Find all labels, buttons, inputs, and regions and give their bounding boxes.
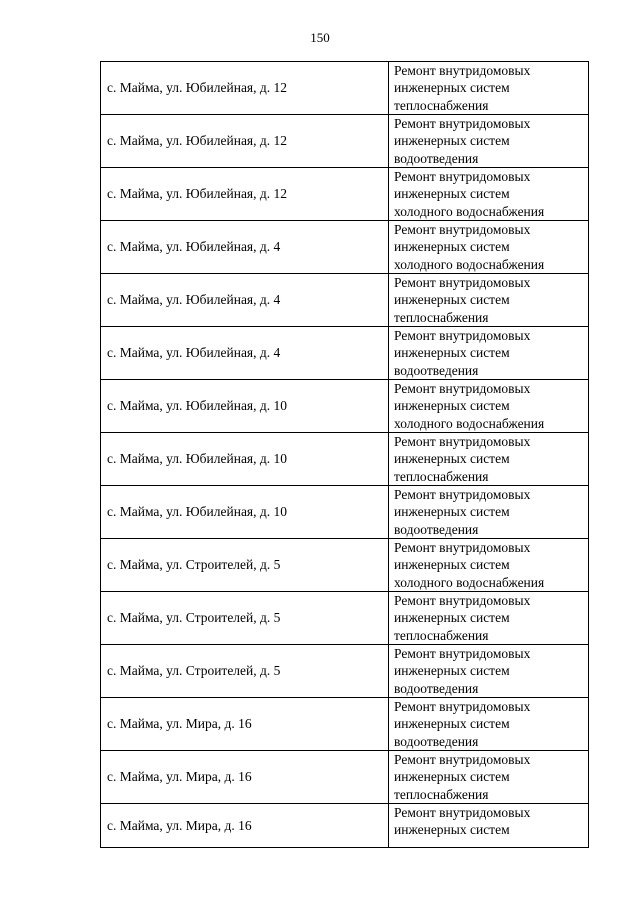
work-type-cell: Ремонт внутридомовых инженерных систем холодного водоснабжения xyxy=(389,380,589,433)
work-type-cell: Ремонт внутридомовых инженерных систем теплоснабжения xyxy=(389,62,589,115)
work-type-cell: Ремонт внутридомовых инженерных систем теплоснабжения xyxy=(389,433,589,486)
work-type-cell: Ремонт внутридомовых инженерных систем теплоснабжения xyxy=(389,274,589,327)
address-cell: с. Майма, ул. Мира, д. 16 xyxy=(101,804,389,848)
address-cell: с. Майма, ул. Юбилейная, д. 4 xyxy=(101,274,389,327)
address-cell: с. Майма, ул. Юбилейная, д. 4 xyxy=(101,327,389,380)
address-cell: с. Майма, ул. Строителей, д. 5 xyxy=(101,539,389,592)
address-cell: с. Майма, ул. Юбилейная, д. 12 xyxy=(101,115,389,168)
address-cell: с. Майма, ул. Юбилейная, д. 4 xyxy=(101,221,389,274)
address-cell: с. Майма, ул. Строителей, д. 5 xyxy=(101,592,389,645)
address-cell: с. Майма, ул. Юбилейная, д. 10 xyxy=(101,433,389,486)
table-row xyxy=(101,698,589,751)
table-row xyxy=(101,168,589,221)
work-type-cell: Ремонт внутридомовых инженерных систем водоотведения xyxy=(389,486,589,539)
table-row xyxy=(101,433,589,486)
table-row xyxy=(101,62,589,115)
address-cell: с. Майма, ул. Мира, д. 16 xyxy=(101,698,389,751)
address-cell: с. Майма, ул. Юбилейная, д. 12 xyxy=(101,168,389,221)
address-cell: с. Майма, ул. Мира, д. 16 xyxy=(101,751,389,804)
work-type-cell: Ремонт внутридомовых инженерных систем холодного водоснабжения xyxy=(389,539,589,592)
table-row xyxy=(101,804,589,848)
address-cell: с. Майма, ул. Юбилейная, д. 10 xyxy=(101,486,389,539)
work-type-cell: Ремонт внутридомовых инженерных систем холодного водоснабжения xyxy=(389,168,589,221)
table-row xyxy=(101,115,589,168)
table-row xyxy=(101,751,589,804)
work-type-cell: Ремонт внутридомовых инженерных систем водоотведения xyxy=(389,698,589,751)
table-row xyxy=(101,327,589,380)
address-cell: с. Майма, ул. Юбилейная, д. 12 xyxy=(101,62,389,115)
table-row xyxy=(101,380,589,433)
table-row xyxy=(101,221,589,274)
table-row xyxy=(101,592,589,645)
address-cell: с. Майма, ул. Юбилейная, д. 10 xyxy=(101,380,389,433)
work-type-cell: Ремонт внутридомовых инженерных систем водоотведения xyxy=(389,327,589,380)
work-type-cell: Ремонт внутридомовых инженерных систем водоотведения xyxy=(389,645,589,698)
work-type-cell: Ремонт внутридомовых инженерных систем теплоснабжения xyxy=(389,592,589,645)
work-type-cell: Ремонт внутридомовых инженерных систем xyxy=(389,804,589,848)
table-row xyxy=(101,486,589,539)
work-type-cell: Ремонт внутридомовых инженерных систем холодного водоснабжения xyxy=(389,221,589,274)
table-row xyxy=(101,645,589,698)
address-cell: с. Майма, ул. Строителей, д. 5 xyxy=(101,645,389,698)
work-type-cell: Ремонт внутридомовых инженерных систем теплоснабжения xyxy=(389,751,589,804)
page-number: 150 xyxy=(310,30,330,45)
table-row xyxy=(101,274,589,327)
works-table xyxy=(100,61,589,848)
table-row xyxy=(101,539,589,592)
work-type-cell: Ремонт внутридомовых инженерных систем водоотведения xyxy=(389,115,589,168)
